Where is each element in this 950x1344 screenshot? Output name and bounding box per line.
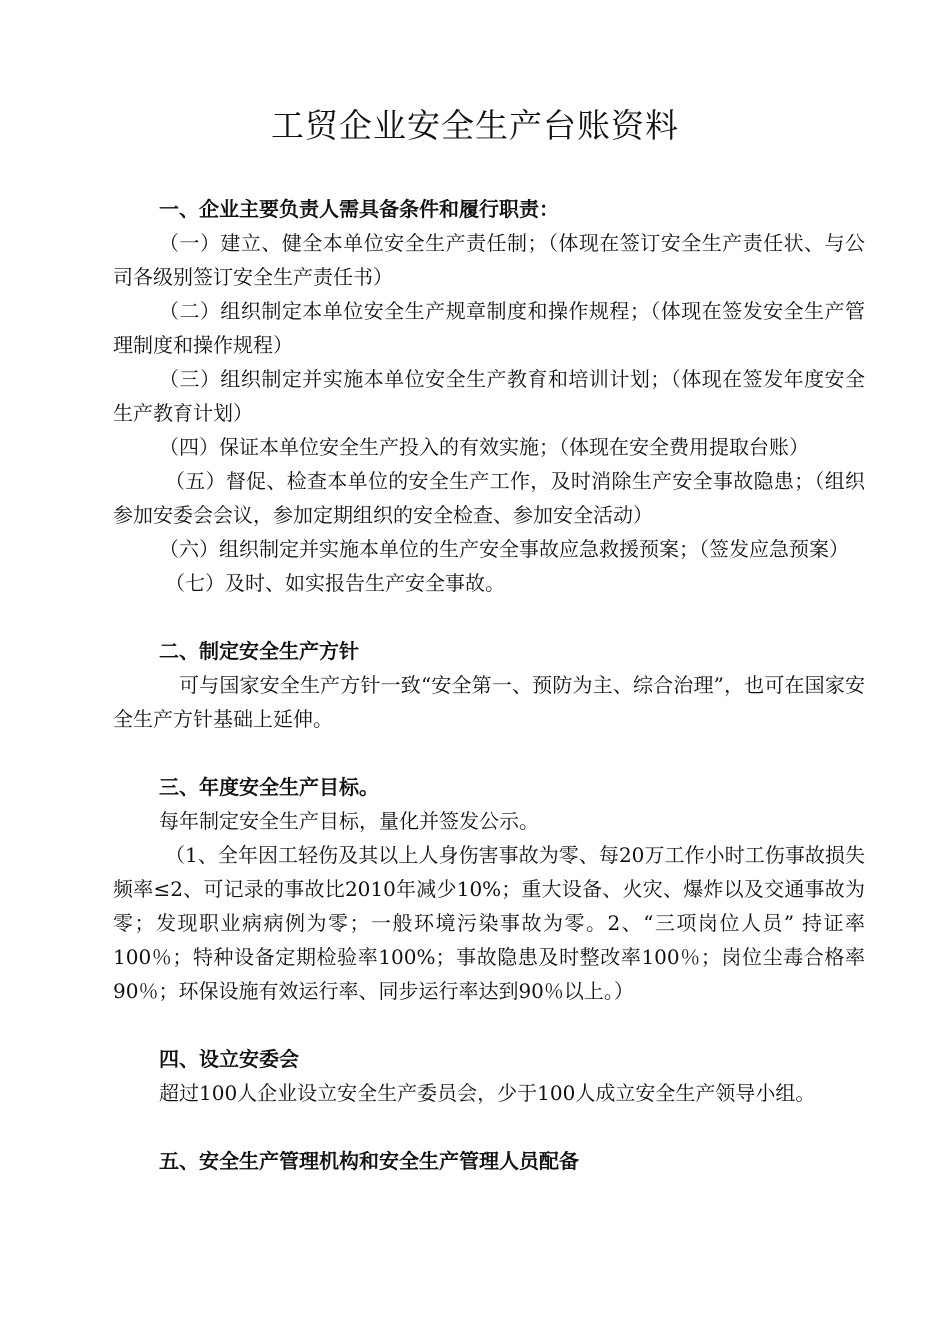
- paragraph: （一）建立、健全本单位安全生产责任制；（体现在签订安全生产责任状、与公司各级别签订安全生产责任书）: [113, 231, 865, 289]
- section-4: [113, 1042, 865, 1110]
- section-spacer: [113, 736, 865, 770]
- paragraph: 超过100人企业设立安全生产委员会，少于100人成立安全生产领导小组。: [159, 1081, 816, 1105]
- section-heading: 五、安全生产管理机构和安全生产管理人员配备: [159, 1149, 579, 1173]
- section-5: [113, 1144, 865, 1178]
- section-spacer: [113, 600, 865, 634]
- section-heading: 三、年度安全生产目标。: [159, 775, 379, 799]
- document-body: [113, 192, 865, 1178]
- section-2: [113, 634, 865, 736]
- section-spacer: [113, 1110, 865, 1144]
- section-3: [113, 770, 865, 1008]
- section-heading: 一、企业主要负责人需具备条件和履行职责：: [159, 197, 559, 221]
- paragraph: （三）组织制定并实施本单位安全生产教育和培训计划；（体现在签发年度安全生产教育计划）: [113, 367, 865, 425]
- paragraph: （五）督促、检查本单位的安全生产工作，及时消除生产安全事故隐患；（组织参加安委会会议，参加定期组织的安全检查、参加安全活动）: [113, 469, 865, 527]
- paragraph: （四）保证本单位安全生产投入的有效实施；（体现在安全费用提取台账）: [159, 435, 809, 459]
- document-title: 工贸企业安全生产台账资料: [271, 106, 679, 145]
- section-spacer: [113, 1008, 865, 1042]
- section-heading: 四、设立安委会: [159, 1047, 299, 1071]
- paragraph: （二）组织制定本单位安全生产规章制度和操作规程；（体现在签发安全生产管理制度和操作规程）: [113, 299, 865, 357]
- paragraph: 可与国家安全生产方针一致“安全第一、预防为主、综合治理”，也可在国家安全生产方针基础上延伸。: [113, 673, 865, 731]
- paragraph: 每年制定安全生产目标，量化并签发公示。: [159, 809, 539, 833]
- section-heading: 二、制定安全生产方针: [159, 639, 359, 663]
- section-1: [113, 192, 865, 600]
- paragraph: （1、全年因工轻伤及其以上人身伤害事故为零、每20万工作小时工伤事故损失频率≤2、可记录的事故比2010年减少10%；重大设备、火灾、爆炸以及交通事故为零；发现职业病病例为零；一般环境污染事故为零。2、“三项岗位人员” 持证率100％；特种设备定期检验率100%；事故隐患及时整改率100％；岗位尘毒合格率90％；环保设施有效运行率、同步运行率达到90％以上。）: [113, 843, 865, 1003]
- paragraph: （七）及时、如实报告生产安全事故。: [165, 571, 505, 595]
- paragraph: （六）组织制定并实施本单位的生产安全事故应急救援预案；（签发应急预案）: [159, 537, 849, 561]
